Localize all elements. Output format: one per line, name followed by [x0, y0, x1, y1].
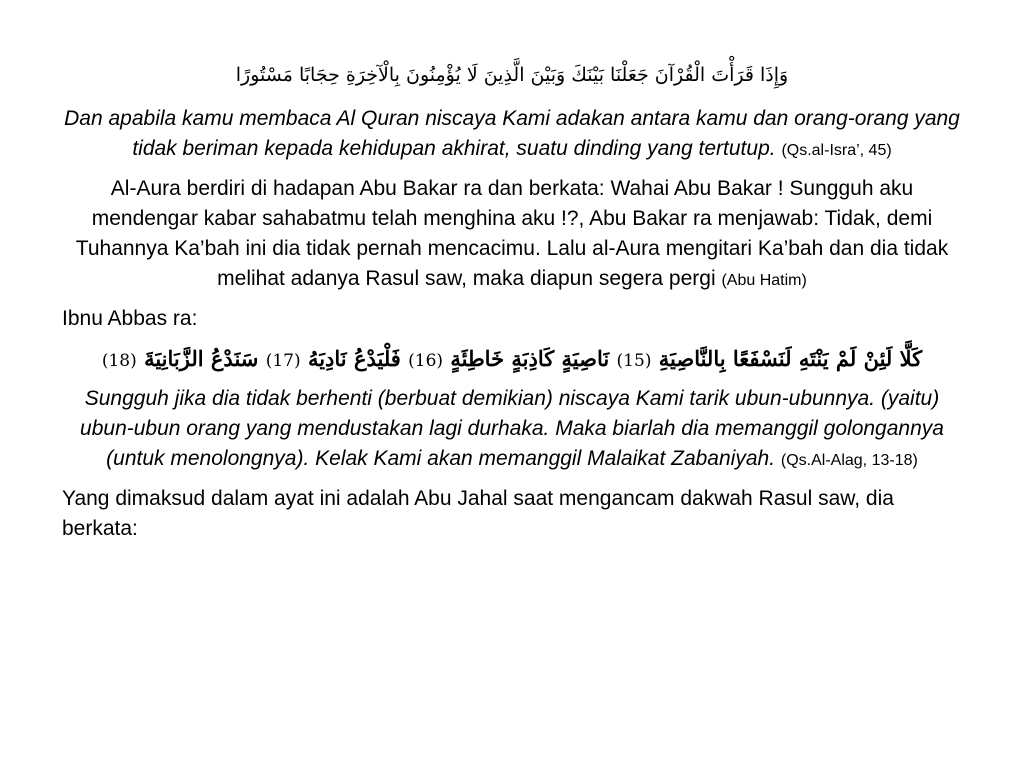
- arabic-segment: نَاصِيَةٍ كَاذِبَةٍ خَاطِئَةٍ: [450, 346, 610, 371]
- slide-content: [62, 60, 962, 552]
- translation-alaq-15-18: [62, 384, 962, 476]
- verse-number: (18): [101, 351, 137, 371]
- translation-isra-45: [62, 104, 962, 166]
- verse-reference: (Qs.al-Isra’, 45): [781, 142, 892, 159]
- arabic-verse-isra-45: وَإِذَا قَرَأْتَ الْقُرْآنَ جَعَلْنَا بَيْنَكَ وَبَيْنَ الَّذِينَ لَا يُؤْمِنُونَ بِالْآخِرَةِ حِجَابًا مَسْتُورًا: [235, 64, 789, 86]
- verse-reference: (Qs.Al-Alag, 13-18): [780, 452, 918, 469]
- arabic-verse-alaq-15-18: [62, 342, 962, 378]
- story-reference: (Abu Hatim): [721, 272, 807, 289]
- narrator-label: Ibnu Abbas ra:: [62, 307, 198, 330]
- translation-text: Dan apabila kamu membaca Al Quran niscaya Kami adakan antara kamu dan orang-orang yang tidak beriman kepada kehidupan akhirat, suatu dinding yang tertutup.: [64, 107, 960, 160]
- story-text: Al-Aura berdiri di hadapan Abu Bakar ra dan berkata: Wahai Abu Bakar ! Sungguh aku mendengar kabar sahabatmu telah menghina aku !?, Abu Bakar ra menjawab: Tidak, demi Tuhannya Ka’bah ini dia tidak pernah mencacimu. Lalu al-Aura mengitari Ka’bah dan dia tidak melihat adanya Rasul saw, maka diapun segera pergi: [75, 177, 949, 290]
- arabic-segment: كَلَّا لَئِنْ لَمْ يَنْتَهِ لَنَسْفَعًا بِالنَّاصِيَةِ: [658, 346, 923, 371]
- closing-paragraph: Yang dimaksud dalam ayat ini adalah Abu Jahal saat mengancam dakwah Rasul saw, dia berkata:: [62, 487, 894, 540]
- verse-number: (17): [265, 351, 301, 371]
- verse-number: (15): [616, 351, 652, 371]
- arabic-segment: سَنَدْعُ الزَّبَانِيَةَ: [144, 346, 259, 371]
- arabic-segment: فَلْيَدْعُ نَادِيَهُ: [307, 346, 401, 371]
- verse-number: (16): [408, 351, 444, 371]
- story-paragraph: [62, 174, 962, 296]
- translation-text: Sungguh jika dia tidak berhenti (berbuat demikian) niscaya Kami tarik ubun-ubunnya. (yaitu) ubun-ubun orang yang mendustakan lagi durhaka. Maka biarlah dia memanggil golongannya (untuk menolongnya). Kelak Kami akan memanggil Malaikat Zabaniyah.: [80, 387, 944, 470]
